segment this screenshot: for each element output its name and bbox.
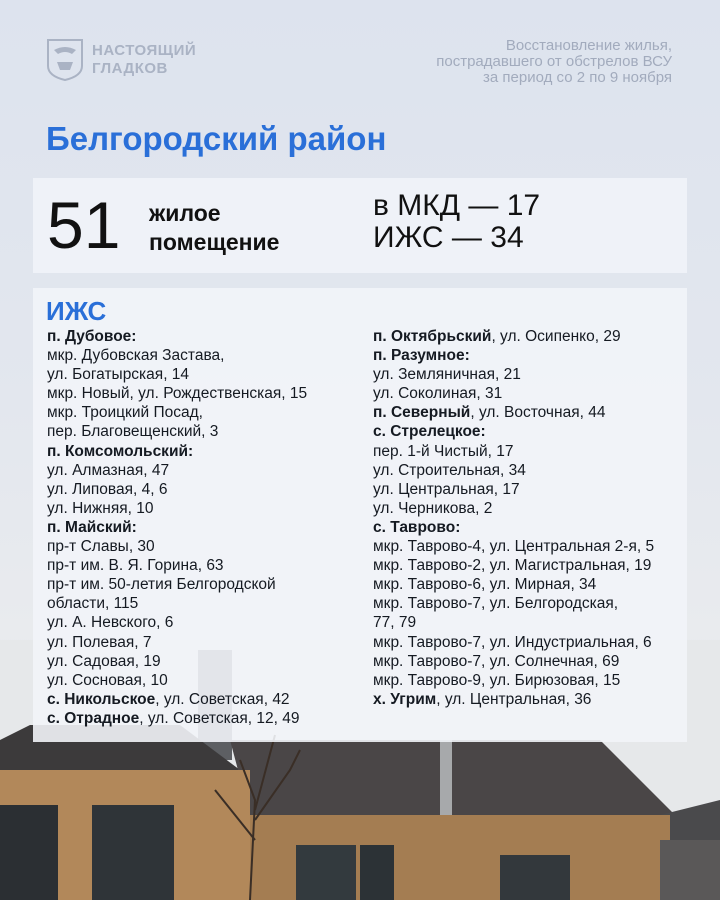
address-line: [373, 652, 683, 671]
address-line: [373, 422, 683, 441]
address-line: [47, 480, 347, 499]
region-title: Белгородский район: [46, 120, 387, 157]
coat-of-arms-icon: [46, 38, 84, 82]
address-text: мкр. Таврово-9, ул. Бирюзовая, 15: [373, 671, 621, 689]
address-text: мкр. Дубовская Застава,: [47, 347, 225, 365]
izhs-count: ИЖС — 34: [373, 221, 524, 254]
address-line: [373, 671, 683, 690]
address-text: пер. 1-й Чистый, 17: [373, 442, 514, 460]
address-text: пр-т им. 50-летия Белгородской: [47, 576, 276, 594]
address-line: [47, 518, 347, 537]
address-text: 77, 79: [373, 614, 417, 632]
address-line: [373, 442, 683, 461]
address-text: пр-т Славы, 30: [47, 538, 155, 556]
address-text: , ул. Советская, 12, 49: [139, 709, 300, 727]
address-line: [47, 365, 347, 384]
address-text: мкр. Таврово-7, ул. Белгородская,: [373, 595, 619, 613]
total-label-line-2: помещение: [149, 229, 280, 255]
address-text: пер. Благовещенский, 3: [47, 423, 219, 441]
address-text: ул. Сосновая, 10: [47, 671, 168, 689]
address-line: [373, 690, 683, 709]
brand-logo-block: [46, 38, 196, 82]
brand-line-1: НАСТОЯЩИЙ: [92, 42, 197, 59]
address-line: [47, 422, 347, 441]
settlement-name: п. Северный: [373, 404, 471, 422]
address-text: ул. Нижняя, 10: [47, 499, 154, 517]
mkd-count: в МКД — 17: [373, 189, 541, 222]
address-text: , ул. Восточная, 44: [470, 404, 606, 422]
settlement-name: п. Майский:: [47, 518, 137, 536]
address-line: [47, 346, 347, 365]
address-text: ул. Строительная, 34: [373, 461, 526, 479]
address-text: , ул. Советская, 42: [155, 690, 290, 708]
settlement-name: с. Таврово:: [373, 518, 461, 536]
address-list-card: [33, 288, 687, 742]
settlement-name: п. Разумное:: [373, 347, 470, 365]
address-line: [47, 652, 347, 671]
settlement-name: п. Дубовое:: [47, 328, 137, 345]
address-line: [373, 327, 683, 346]
address-line: [47, 594, 347, 613]
brand-line-2: ГЛАДКОВ: [92, 60, 168, 77]
address-line: [47, 442, 347, 461]
split-counts: [373, 190, 540, 254]
address-line: [47, 537, 347, 556]
address-text: ул. А. Невского, 6: [47, 614, 174, 632]
address-line: [373, 633, 683, 652]
address-line: [373, 575, 683, 594]
settlement-name: п. Октябрьский: [373, 328, 492, 345]
settlement-name: х. Угрим: [373, 690, 437, 708]
address-text: мкр. Таврово-7, ул. Солнечная, 69: [373, 652, 620, 670]
settlement-name: п. Комсомольский:: [47, 442, 194, 460]
address-line: [373, 461, 683, 480]
address-text: области, 115: [47, 595, 139, 613]
subtitle-line-2: пострадавшего от обстрелов ВСУ: [436, 53, 672, 70]
address-text: ул. Соколиная, 31: [373, 385, 503, 403]
address-text: ул. Богатырская, 14: [47, 366, 190, 384]
address-line: [47, 575, 347, 594]
address-text: ул. Алмазная, 47: [47, 461, 170, 479]
address-line: [373, 365, 683, 384]
address-text: ул. Садовая, 19: [47, 652, 161, 670]
address-text: ул. Земляничная, 21: [373, 366, 521, 384]
subtitle-line-1: Восстановление жилья,: [505, 37, 672, 54]
address-line: [47, 709, 347, 728]
subtitle-line-3: за период со 2 по 9 ноября: [483, 69, 672, 86]
address-line: [47, 499, 347, 518]
address-column-left: [47, 327, 347, 728]
address-text: мкр. Таврово-4, ул. Центральная 2-я, 5: [373, 538, 655, 556]
settlement-name: с. Стрелецкое:: [373, 423, 486, 441]
address-line: [373, 518, 683, 537]
address-line: [373, 594, 683, 613]
address-text: , ул. Центральная, 36: [436, 690, 592, 708]
address-text: ул. Липовая, 4, 6: [47, 480, 168, 498]
address-line: [373, 480, 683, 499]
address-line: [47, 327, 347, 346]
address-line: [47, 671, 347, 690]
address-line: [373, 346, 683, 365]
total-label-line-1: жилое: [149, 200, 221, 226]
address-text: мкр. Новый, ул. Рождественская, 15: [47, 385, 308, 403]
address-line: [47, 690, 347, 709]
settlement-name: с. Отрадное: [47, 709, 140, 727]
address-text: мкр. Таврово-6, ул. Мирная, 34: [373, 576, 597, 594]
address-line: [373, 613, 683, 632]
address-line: [47, 384, 347, 403]
address-text: пр-т им. В. Я. Горина, 63: [47, 557, 224, 575]
address-line: [47, 556, 347, 575]
address-line: [373, 499, 683, 518]
address-text: ул. Черникова, 2: [373, 499, 493, 517]
stats-card: [33, 178, 687, 273]
subtitle: [352, 38, 672, 86]
address-line: [373, 556, 683, 575]
address-line: [373, 384, 683, 403]
total-count: 51: [47, 188, 121, 262]
address-line: [47, 403, 347, 422]
address-line: [47, 613, 347, 632]
address-line: [47, 633, 347, 652]
address-text: мкр. Таврово-7, ул. Индустриальная, 6: [373, 633, 652, 651]
address-line: [373, 537, 683, 556]
settlement-name: с. Никольское: [47, 690, 156, 708]
list-title: ИЖС: [46, 296, 107, 326]
address-text: ул. Центральная, 17: [373, 480, 520, 498]
address-line: [373, 403, 683, 422]
address-text: , ул. Осипенко, 29: [491, 328, 621, 345]
address-text: мкр. Таврово-2, ул. Магистральная, 19: [373, 557, 652, 575]
address-column-right: [373, 327, 683, 709]
address-line: [47, 461, 347, 480]
address-text: мкр. Троицкий Посад,: [47, 404, 203, 422]
address-text: ул. Полевая, 7: [47, 633, 152, 651]
total-label: [149, 199, 279, 257]
